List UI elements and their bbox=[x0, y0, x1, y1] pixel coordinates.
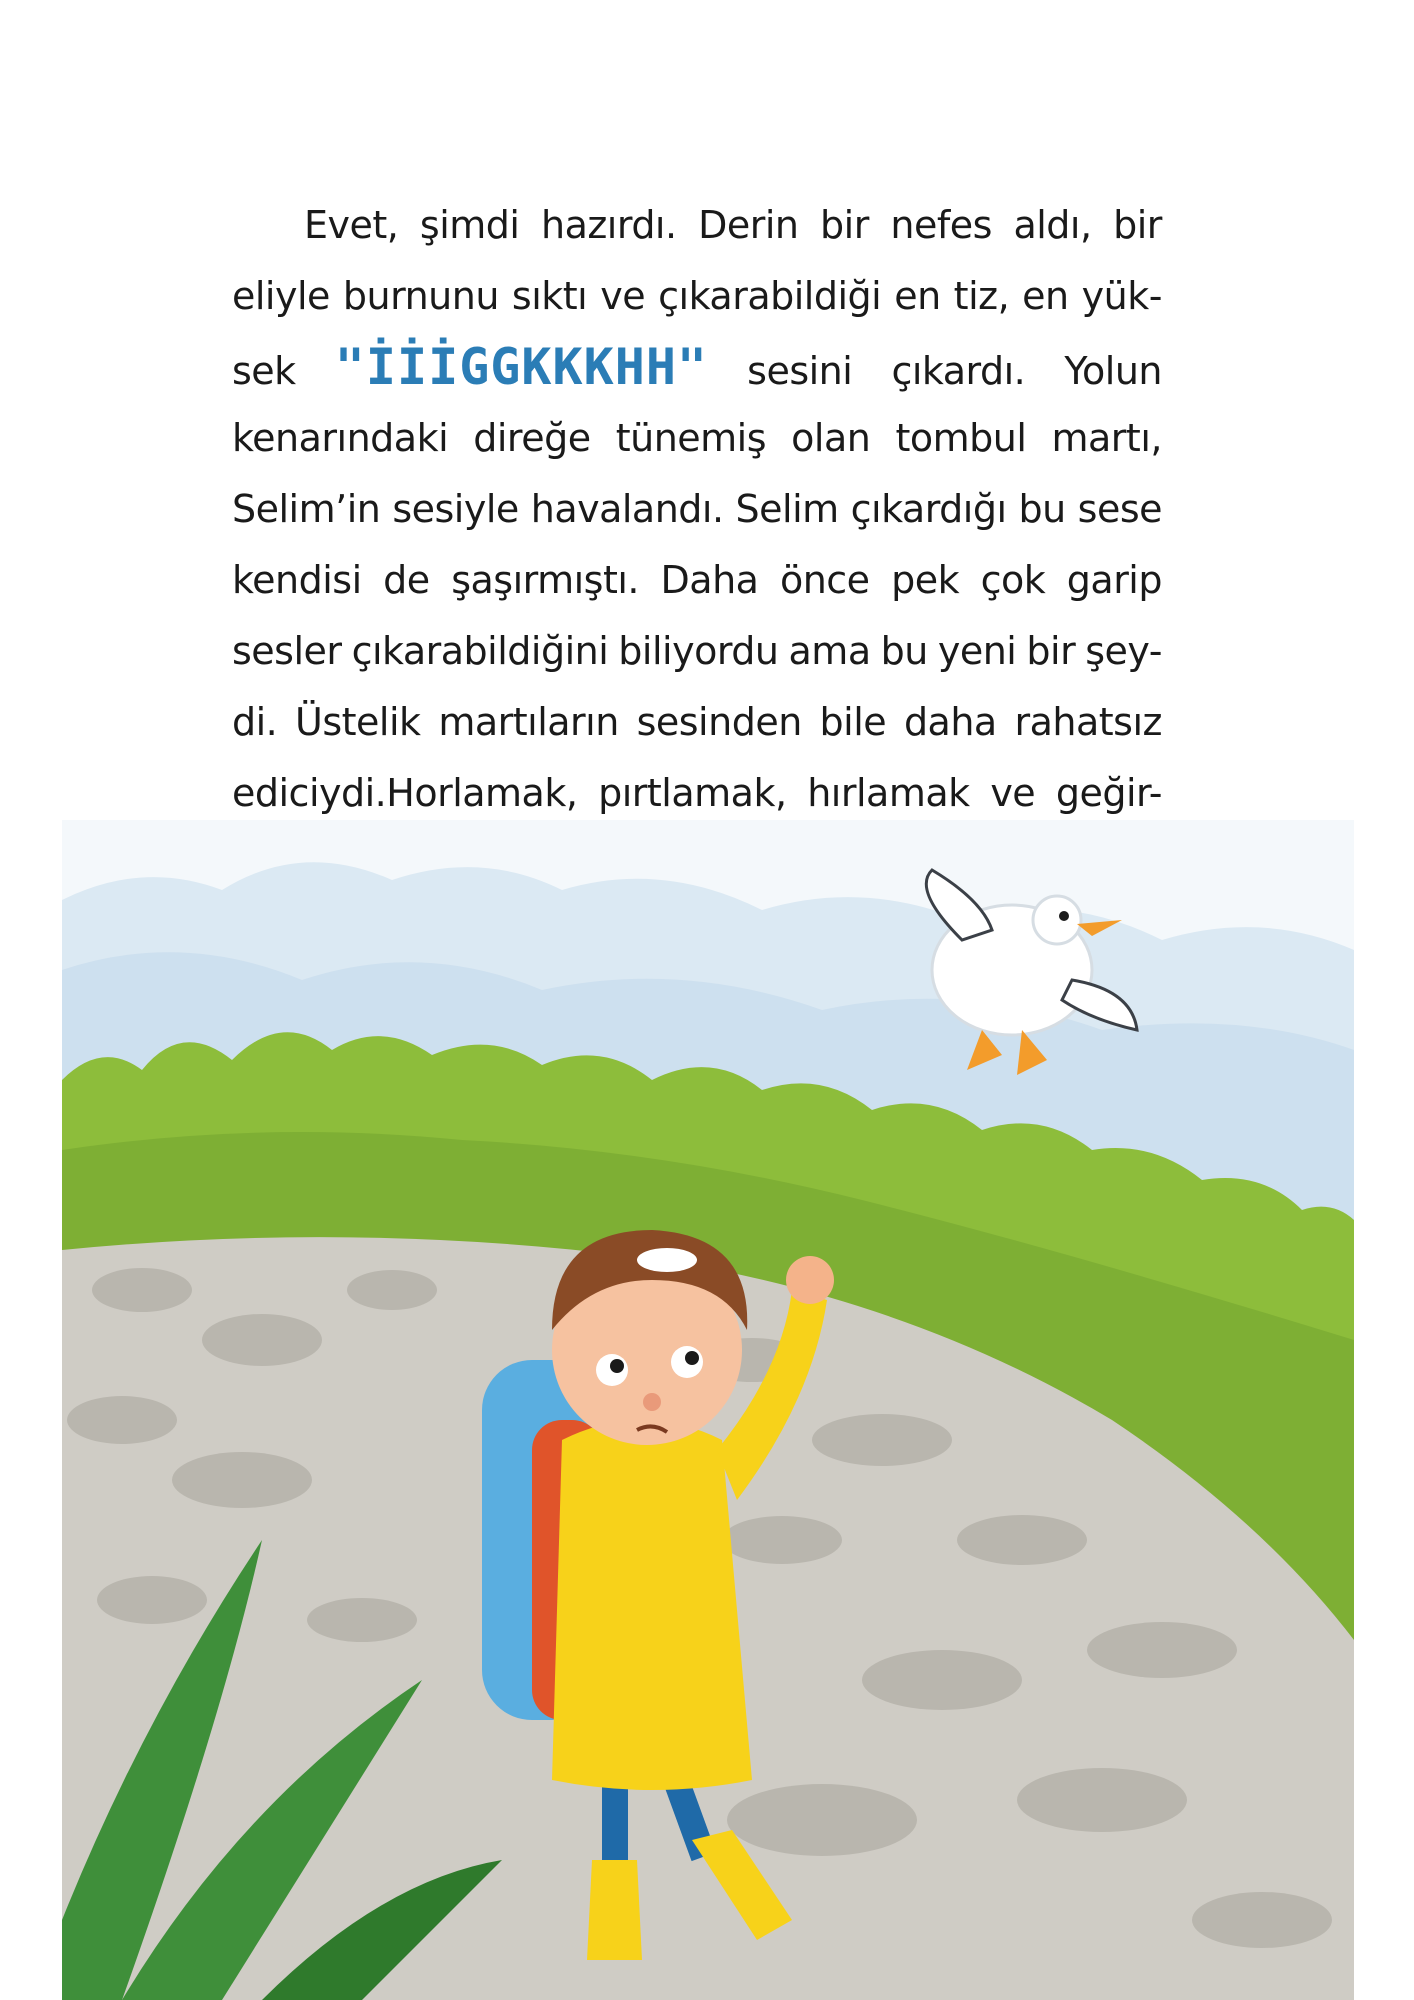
word: şey- bbox=[1085, 629, 1162, 673]
word: sek bbox=[232, 349, 296, 393]
word: ama bbox=[788, 629, 871, 673]
word: kendisi bbox=[232, 558, 362, 602]
word: çıkarabildiğini bbox=[351, 629, 609, 673]
word: di. bbox=[232, 700, 278, 744]
text-line bbox=[232, 545, 1162, 616]
word: yük- bbox=[1081, 274, 1162, 318]
word: hazırdı. bbox=[540, 203, 677, 247]
word: hırlamak bbox=[807, 771, 970, 815]
text-line bbox=[232, 616, 1162, 687]
word: bu bbox=[1018, 487, 1066, 531]
word: martıların bbox=[438, 700, 619, 744]
text-line bbox=[232, 190, 1162, 261]
word: şaşırmıştı. bbox=[451, 558, 639, 602]
word: pırtlamak, bbox=[598, 771, 787, 815]
text-line bbox=[232, 474, 1162, 545]
word: garip bbox=[1066, 558, 1162, 602]
word: Daha bbox=[660, 558, 759, 602]
word: şimdi bbox=[419, 203, 520, 247]
word: eliyle bbox=[232, 274, 330, 318]
word: sesiyle bbox=[392, 487, 519, 531]
word: sese bbox=[1077, 487, 1162, 531]
word: Üstelik bbox=[295, 700, 421, 744]
word: sıktı bbox=[511, 274, 588, 318]
word: olan bbox=[791, 416, 871, 460]
word: bu bbox=[880, 629, 928, 673]
word: bir bbox=[1113, 203, 1162, 247]
word: çıkardı. bbox=[891, 349, 1026, 393]
word: Derin bbox=[698, 203, 799, 247]
word: de bbox=[383, 558, 430, 602]
word: bir bbox=[820, 203, 869, 247]
word: sesler bbox=[232, 629, 342, 673]
word: Selim bbox=[735, 487, 839, 531]
word: martı, bbox=[1051, 416, 1162, 460]
word: tünemiş bbox=[615, 416, 767, 460]
text-line bbox=[232, 687, 1162, 758]
word: geğir- bbox=[1055, 771, 1162, 815]
word: pek bbox=[891, 558, 960, 602]
word: çıkardığı bbox=[850, 487, 1007, 531]
word: aldı, bbox=[1013, 203, 1092, 247]
word: tombul bbox=[895, 416, 1027, 460]
word: bile bbox=[819, 700, 887, 744]
text-line bbox=[232, 403, 1162, 474]
word: en bbox=[894, 274, 941, 318]
raincoat bbox=[552, 1420, 752, 1790]
word: sesini bbox=[747, 349, 853, 393]
word: nefes bbox=[890, 203, 992, 247]
word: direğe bbox=[473, 416, 591, 460]
word: ve bbox=[990, 771, 1036, 815]
story-illustration bbox=[62, 820, 1354, 2000]
word: biliyordu bbox=[618, 629, 779, 673]
word: yeni bbox=[937, 629, 1017, 673]
word: tiz, bbox=[953, 274, 1010, 318]
word: Yolun bbox=[1064, 349, 1162, 393]
word: ediciydi.Horlamak, bbox=[232, 771, 578, 815]
text-line bbox=[232, 332, 1162, 403]
story-text bbox=[232, 190, 1162, 829]
sound-word: "İİİGGKKKHH" bbox=[334, 338, 709, 396]
word: kenarındaki bbox=[232, 416, 449, 460]
word: daha bbox=[903, 700, 997, 744]
word: bir bbox=[1026, 629, 1076, 673]
word: burnunu bbox=[342, 274, 499, 318]
word: Selim’in bbox=[232, 487, 381, 531]
word: çok bbox=[980, 558, 1046, 602]
word: havalandı. bbox=[530, 487, 724, 531]
word: en bbox=[1022, 274, 1069, 318]
text-line bbox=[232, 261, 1162, 332]
word: Evet, bbox=[304, 203, 399, 247]
word: ve bbox=[600, 274, 646, 318]
word: önce bbox=[779, 558, 870, 602]
word: çıkarabildiği bbox=[658, 274, 882, 318]
word: rahatsız bbox=[1014, 700, 1162, 744]
text-line bbox=[232, 758, 1162, 829]
word: sesinden bbox=[636, 700, 802, 744]
